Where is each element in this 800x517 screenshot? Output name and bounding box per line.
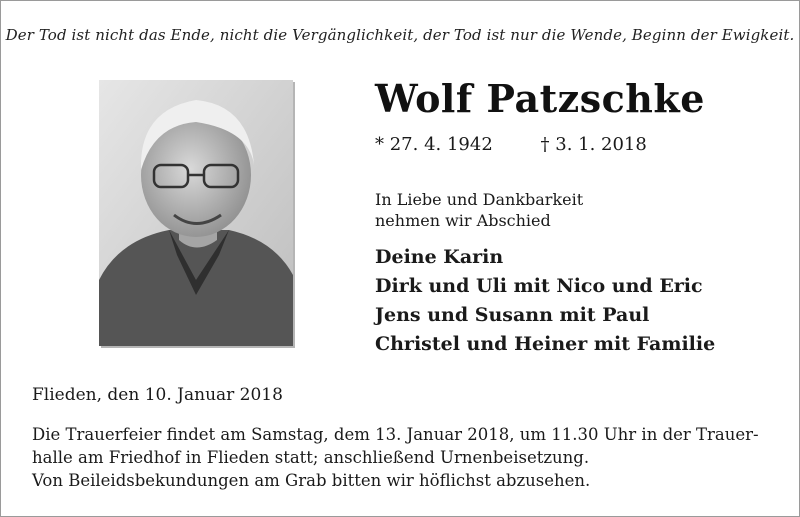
notice-line: halle am Friedhof in Flieden statt; anschließend Urnenbeisetzung. — [32, 448, 590, 467]
intro-line: nehmen wir Abschied — [375, 211, 551, 230]
memorial-quote: Der Tod ist nicht das Ende, nicht die Vergänglichkeit, der Tod ist nur die Wende, Beginn der Ewigkeit. — [5, 26, 795, 44]
death-date: † 3. 1. 2018 — [540, 134, 647, 155]
notice-line: Die Trauerfeier findet am Samstag, dem 13. Januar 2018, um 11.30 Uhr in der Trauer- — [32, 425, 759, 444]
place-and-date: Flieden, den 10. Januar 2018 — [32, 385, 283, 405]
farewell-intro — [375, 189, 583, 231]
mourners-list — [375, 243, 715, 359]
notice-line: Von Beileidsbekundungen am Grab bitten wir höflichst abzusehen. — [32, 471, 591, 490]
birth-date: * 27. 4. 1942 — [375, 134, 493, 155]
life-dates — [375, 134, 647, 155]
mourner-entry: Jens und Susann mit Paul — [375, 304, 650, 326]
mourner-entry: Deine Karin — [375, 246, 504, 268]
deceased-name: Wolf Patzschke — [375, 76, 705, 121]
intro-line: In Liebe und Dankbarkeit — [375, 190, 584, 209]
portrait-photo — [99, 80, 293, 346]
mourner-entry: Christel und Heiner mit Familie — [375, 333, 716, 355]
mourner-entry: Dirk und Uli mit Nico und Eric — [375, 275, 703, 297]
portrait-image — [99, 80, 293, 346]
funeral-notice — [32, 423, 777, 492]
